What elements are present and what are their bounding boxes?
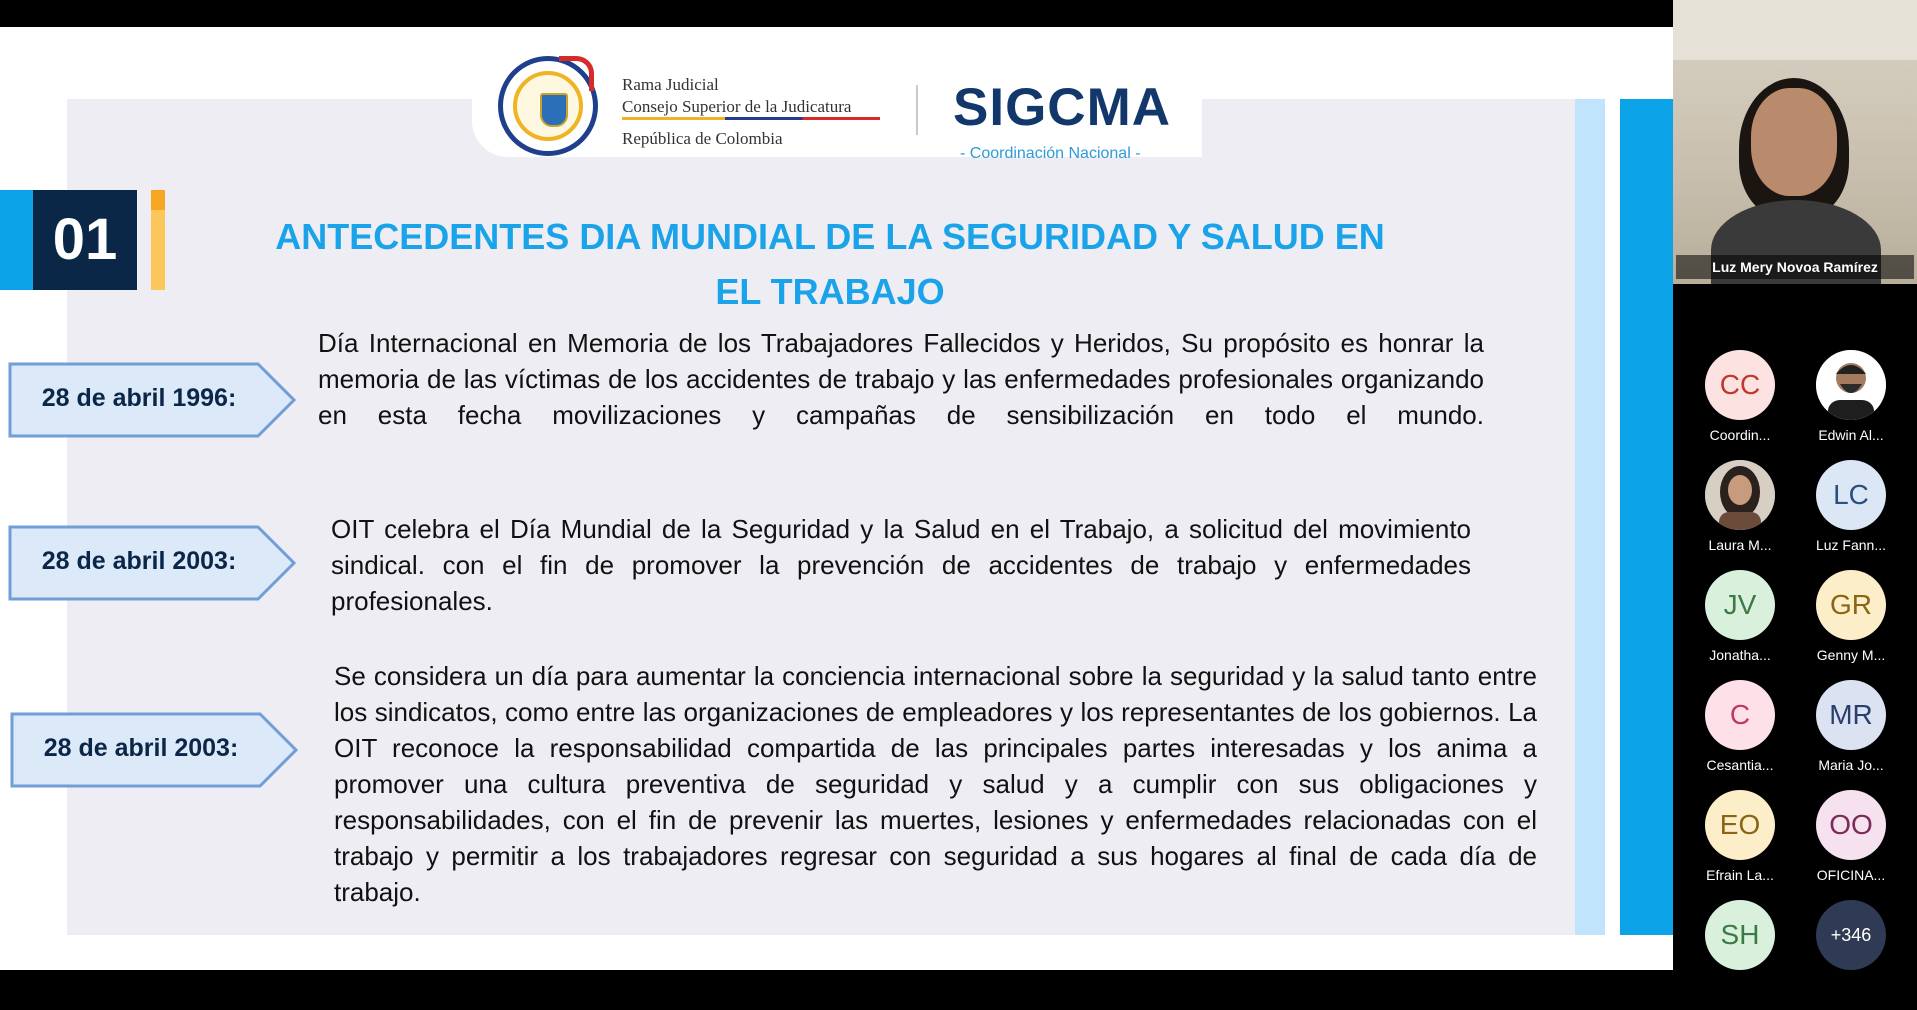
participant-name: Cesantia... bbox=[1706, 757, 1774, 773]
institution-line3: República de Colombia bbox=[622, 129, 783, 148]
participant-avatar: JV bbox=[1705, 570, 1775, 640]
institution-line2: Consejo Superior de la Judicatura bbox=[622, 97, 852, 116]
participant-tile[interactable] bbox=[1685, 790, 1795, 900]
participant-tile[interactable] bbox=[1685, 460, 1795, 570]
woman-avatar-icon bbox=[1705, 460, 1775, 530]
participant-avatar: +346 bbox=[1816, 900, 1886, 970]
participant-tile[interactable] bbox=[1685, 680, 1795, 790]
slide-title bbox=[225, 209, 1435, 319]
participant-avatar: GR bbox=[1816, 570, 1886, 640]
slide-title-line2: EL TRABAJO bbox=[715, 271, 945, 312]
participant-avatar: CC bbox=[1705, 350, 1775, 420]
participant-name: Jonatha... bbox=[1709, 647, 1771, 663]
colombia-seal-icon bbox=[498, 56, 598, 156]
participant-name: Laura M... bbox=[1708, 537, 1772, 553]
logo-divider bbox=[916, 85, 918, 135]
participant-name: Maria Jo... bbox=[1818, 757, 1884, 773]
entry-text-1: Día Internacional en Memoria de los Trabajadores Fallecidos y Heridos, Su propósito es honrar la memoria de las víctimas de los accidentes de trabajo y las enfermedades profesionales organizando en esta fecha movilizaciones y campañas de sensibilización en todo el mundo. bbox=[318, 328, 1484, 430]
decorative-bar-light bbox=[1575, 99, 1605, 935]
participant-name: Luz Fann... bbox=[1815, 537, 1887, 553]
date-tag-3 bbox=[10, 712, 298, 784]
participant-tile[interactable] bbox=[1685, 350, 1795, 460]
section-number: 01 bbox=[33, 190, 137, 290]
participant-avatar: OO bbox=[1816, 790, 1886, 860]
participant-tile[interactable] bbox=[1796, 900, 1906, 1010]
participant-name: Coordin... bbox=[1709, 427, 1771, 443]
active-speaker-name: Luz Mery Novoa Ramírez bbox=[1676, 255, 1914, 279]
sigcma-subtitle: - Coordinación Nacional - bbox=[960, 145, 1141, 162]
institution-name bbox=[622, 74, 851, 150]
date-label-3: 28 de abril 2003: bbox=[43, 734, 239, 762]
decorative-bar-blue bbox=[1620, 99, 1673, 935]
section-marker-stripe bbox=[151, 190, 165, 290]
participant-name: Efrain La... bbox=[1706, 867, 1774, 883]
sigcma-logo-text: SIGCMA bbox=[953, 78, 1171, 137]
participant-avatar: LC bbox=[1816, 460, 1886, 530]
man-avatar-icon bbox=[1816, 350, 1886, 420]
participant-tile[interactable] bbox=[1796, 460, 1906, 570]
date-label-2: 28 de abril 2003: bbox=[41, 547, 237, 575]
participant-name: Genny M... bbox=[1816, 647, 1886, 663]
participant-avatar: C bbox=[1705, 680, 1775, 750]
section-marker-left bbox=[0, 190, 34, 290]
active-speaker-video[interactable] bbox=[1673, 0, 1917, 284]
entry-text-2: OIT celebra el Día Mundial de la Seguridad y la Salud en el Trabajo, a solicitud del movimiento sindical. con el fin de promover la prevención de accidentes de trabajo y enfermedades profesionales. bbox=[331, 514, 1471, 616]
date-label-1: 28 de abril 1996: bbox=[41, 384, 237, 412]
participant-tile[interactable] bbox=[1796, 570, 1906, 680]
participant-tile[interactable] bbox=[1685, 900, 1795, 1010]
participant-name: OFICINA... bbox=[1816, 867, 1886, 883]
date-tag-2 bbox=[8, 525, 296, 597]
participant-avatar: SH bbox=[1705, 900, 1775, 970]
participant-tile[interactable] bbox=[1796, 790, 1906, 900]
participant-tile[interactable] bbox=[1685, 570, 1795, 680]
entry-text-3: Se considera un día para aumentar la conciencia internacional sobre la seguridad y la salud tanto entre los sindicatos, como entre las organizaciones de empleadores y los representantes de los gobiernos. La OIT reconoce la responsabilidad compartida de las principales partes interesadas y los anima a promover una cultura preventiva de seguridad y salud y a cumplir con sus obligaciones y responsabilidades, con el fin de prevenir las muertes, lesiones y enfermedades relacionadas con el trabajo y permitir a los trabajadores regresar con seguridad a sus hogares al final de cada día de trabajo. bbox=[334, 661, 1537, 907]
participant-avatar: MR bbox=[1816, 680, 1886, 750]
participant-avatar: EO bbox=[1705, 790, 1775, 860]
institution-line1: Rama Judicial bbox=[622, 75, 719, 94]
slide-title-line1: ANTECEDENTES DIA MUNDIAL DE LA SEGURIDAD Y SALUD EN bbox=[275, 216, 1385, 257]
participant-tile[interactable] bbox=[1796, 680, 1906, 790]
participant-name: Edwin Al... bbox=[1818, 427, 1884, 443]
date-tag-1 bbox=[8, 362, 296, 434]
participant-tile[interactable] bbox=[1796, 350, 1906, 460]
